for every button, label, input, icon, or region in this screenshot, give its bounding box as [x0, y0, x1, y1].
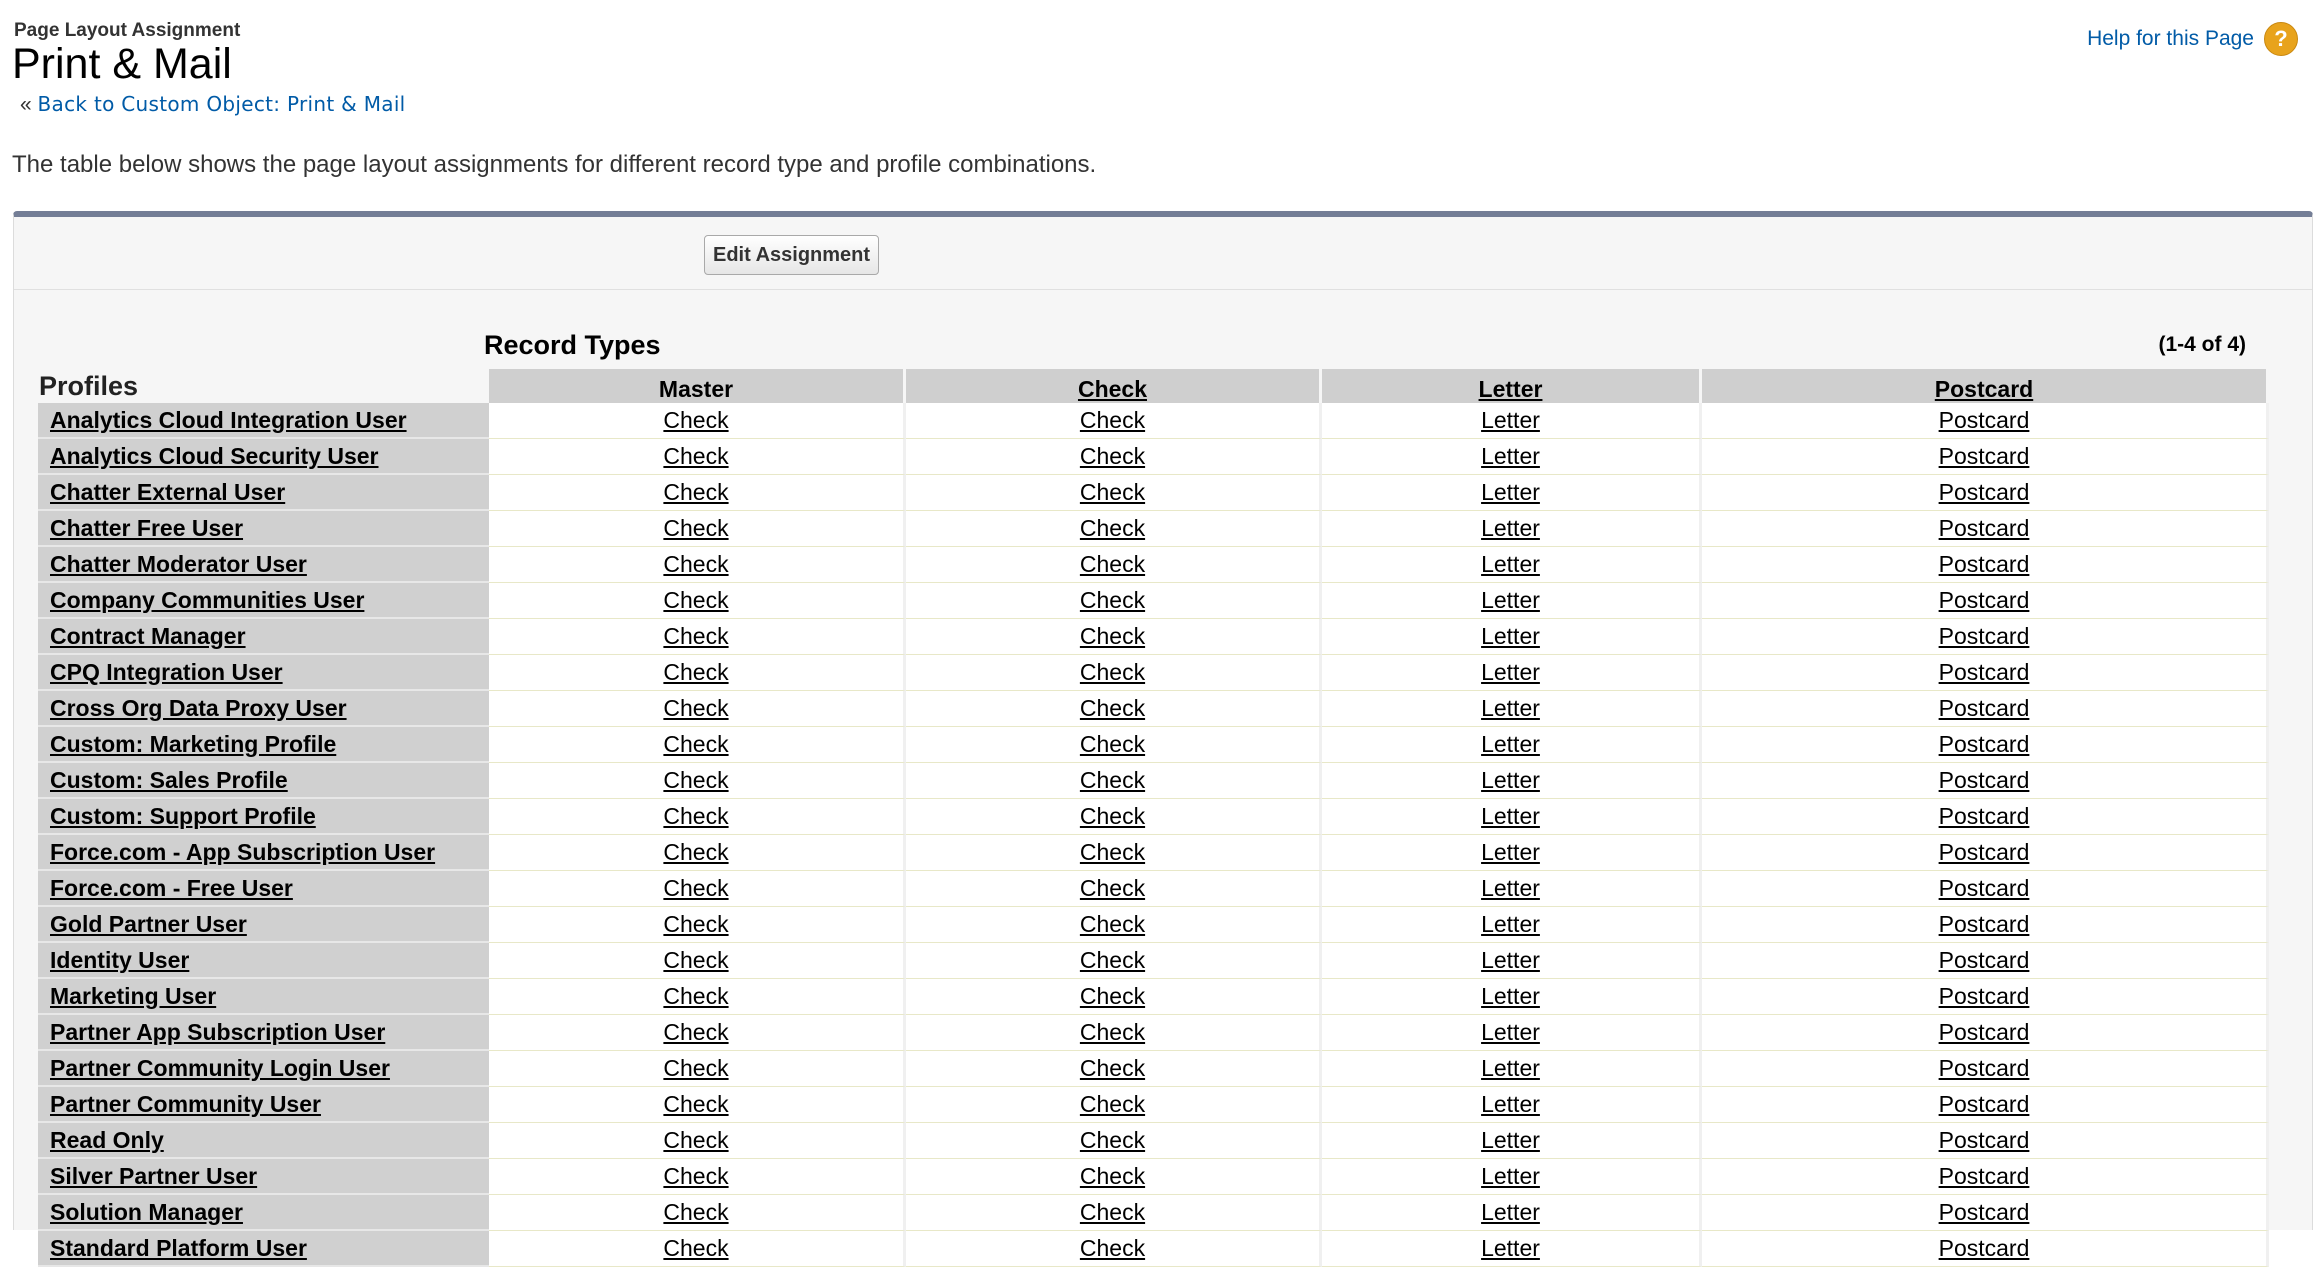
layout-link[interactable]: Check: [1079, 1091, 1146, 1117]
help-link[interactable]: Help for this Page: [2087, 27, 2254, 50]
layout-link[interactable]: Letter: [1481, 443, 1540, 469]
record-types-label: Record Types: [484, 330, 661, 360]
layout-cell: [1702, 835, 2269, 871]
table-row: [38, 1159, 2269, 1195]
layout-link[interactable]: Postcard: [1938, 659, 2030, 685]
profile-cell: [38, 763, 489, 799]
layout-link[interactable]: Check: [663, 1055, 729, 1081]
layout-link[interactable]: Check: [663, 1019, 729, 1045]
layout-link[interactable]: Check: [1079, 947, 1146, 973]
layout-link[interactable]: Check: [1079, 875, 1146, 901]
profile-cell: [38, 619, 489, 655]
layout-cell: [489, 907, 906, 943]
layout-link[interactable]: Check: [663, 839, 729, 865]
layout-cell: [489, 1015, 906, 1051]
layout-link[interactable]: Check: [1079, 1199, 1146, 1225]
profile-cell: [38, 547, 489, 583]
profiles-label: Profiles: [39, 371, 139, 401]
layout-cell: [1322, 943, 1702, 979]
layout-cell: [1322, 439, 1702, 475]
layout-cell: [1322, 763, 1702, 799]
column-header-postcard[interactable]: Postcard: [1702, 369, 2269, 403]
table-row: [38, 619, 2269, 655]
table-row: [38, 1123, 2269, 1159]
layout-link[interactable]: Letter: [1481, 1055, 1540, 1081]
layout-cell: [1322, 835, 1702, 871]
table-row: [38, 727, 2269, 763]
layout-cell: [906, 1123, 1322, 1159]
layout-link[interactable]: Check: [663, 1199, 729, 1225]
layout-cell: [906, 475, 1322, 511]
layout-cell: [1702, 763, 2269, 799]
table-row: [38, 1195, 2269, 1231]
layout-link[interactable]: Check: [1079, 515, 1146, 541]
layout-link[interactable]: Check: [1079, 803, 1146, 829]
profile-cell: [38, 511, 489, 547]
table-row: [38, 979, 2269, 1015]
layout-cell: [489, 619, 906, 655]
layout-cell: [906, 403, 1322, 439]
layout-cell: [1702, 655, 2269, 691]
layout-cell: [1702, 1015, 2269, 1051]
layout-link[interactable]: Check: [1079, 767, 1146, 793]
layout-link[interactable]: Postcard: [1938, 1091, 2030, 1117]
layout-cell: [489, 943, 906, 979]
profile-cell: [38, 1123, 489, 1159]
layout-link[interactable]: Letter: [1481, 1163, 1540, 1189]
table-row: [38, 871, 2269, 907]
layout-link[interactable]: Letter: [1481, 587, 1540, 613]
profile-cell: [38, 1015, 489, 1051]
layout-cell: [489, 1195, 906, 1231]
table-row: [38, 403, 2269, 439]
layout-link[interactable]: Check: [1079, 551, 1146, 577]
table-row: [38, 691, 2269, 727]
layout-cell: [906, 583, 1322, 619]
layout-link[interactable]: Check: [1079, 983, 1146, 1009]
page-title: Print & Mail: [12, 40, 232, 88]
layout-link[interactable]: Letter: [1481, 947, 1540, 973]
layout-link[interactable]: Postcard: [1938, 623, 2030, 649]
layout-cell: [906, 727, 1322, 763]
table-row: [38, 835, 2269, 871]
layout-cell: [906, 979, 1322, 1015]
profile-link[interactable]: Partner App Subscription User: [50, 1018, 386, 1045]
layout-cell: [1322, 799, 1702, 835]
layout-cell: [906, 619, 1322, 655]
layout-cell: [1702, 1231, 2269, 1267]
table-row: [38, 655, 2269, 691]
layout-cell: [489, 763, 906, 799]
profile-cell: [38, 727, 489, 763]
layout-link[interactable]: Check: [663, 659, 729, 685]
layout-link[interactable]: Postcard: [1938, 515, 2030, 541]
profile-link[interactable]: Custom: Support Profile: [50, 802, 316, 829]
layout-link[interactable]: Letter: [1481, 1091, 1540, 1117]
table-row: [38, 1231, 2269, 1267]
layout-cell: [906, 691, 1322, 727]
layout-cell: [489, 439, 906, 475]
layout-cell: [1322, 475, 1702, 511]
profile-link[interactable]: Chatter External User: [50, 478, 286, 505]
profile-link[interactable]: Cross Org Data Proxy User: [50, 694, 347, 721]
layout-cell: [1702, 547, 2269, 583]
layout-cell: [489, 511, 906, 547]
profile-link[interactable]: Chatter Free User: [50, 514, 244, 541]
layout-link[interactable]: Check: [663, 1163, 729, 1189]
layout-link[interactable]: Check: [1079, 839, 1146, 865]
layout-link[interactable]: Letter: [1481, 623, 1540, 649]
layout-link[interactable]: Check: [1079, 1127, 1146, 1153]
profile-cell: [38, 475, 489, 511]
layout-cell: [1322, 871, 1702, 907]
profile-link[interactable]: Force.com - Free User: [50, 874, 293, 901]
layout-link[interactable]: Postcard: [1938, 803, 2030, 829]
table-row: [38, 1087, 2269, 1123]
layout-cell: [1702, 1087, 2269, 1123]
layout-link[interactable]: Letter: [1481, 839, 1540, 865]
layout-cell: [489, 655, 906, 691]
layout-cell: [1702, 1123, 2269, 1159]
layout-cell: [1702, 1195, 2269, 1231]
layout-link[interactable]: Letter: [1481, 695, 1540, 721]
layout-cell: [906, 547, 1322, 583]
table-row: [38, 907, 2269, 943]
layout-cell: [489, 835, 906, 871]
layout-cell: [906, 835, 1322, 871]
profiles-header: [38, 369, 489, 403]
intro-text: The table below shows the page layout assignments for different record type and profile combinations.: [12, 151, 1097, 178]
profile-cell: [38, 871, 489, 907]
layout-cell: [1702, 907, 2269, 943]
profile-link[interactable]: Analytics Cloud Security User: [50, 442, 379, 469]
layout-cell: [1322, 1087, 1702, 1123]
layout-cell: [1322, 511, 1702, 547]
layout-link[interactable]: Check: [663, 587, 729, 613]
layout-cell: [489, 583, 906, 619]
layout-link[interactable]: Letter: [1481, 551, 1540, 577]
layout-link[interactable]: Letter: [1481, 1199, 1540, 1225]
profile-cell: [38, 583, 489, 619]
layout-cell: [906, 655, 1322, 691]
layout-link[interactable]: Check: [1079, 1019, 1146, 1045]
layout-cell: [1322, 655, 1702, 691]
layout-link[interactable]: Check: [1079, 479, 1146, 505]
layout-link[interactable]: Check: [663, 623, 729, 649]
layout-link[interactable]: Check: [663, 515, 729, 541]
layout-link[interactable]: Letter: [1481, 479, 1540, 505]
layout-cell: [1322, 691, 1702, 727]
layout-link[interactable]: Postcard: [1938, 1127, 2030, 1153]
layout-link[interactable]: Postcard: [1938, 767, 2030, 793]
profile-link[interactable]: Identity User: [50, 946, 190, 973]
profile-link[interactable]: Partner Community User: [50, 1090, 321, 1117]
layout-link[interactable]: Check: [663, 407, 729, 433]
layout-link[interactable]: Postcard: [1938, 983, 2030, 1009]
layout-link[interactable]: Check: [1079, 731, 1146, 757]
layout-link[interactable]: Check: [663, 1091, 729, 1117]
layout-cell: [1322, 1195, 1702, 1231]
layout-cell: [906, 1015, 1322, 1051]
layout-link[interactable]: Check: [1079, 587, 1146, 613]
profile-link[interactable]: Chatter Moderator User: [50, 550, 307, 577]
table-row: [38, 439, 2269, 475]
layout-link[interactable]: Postcard: [1938, 1055, 2030, 1081]
layout-link[interactable]: Check: [663, 1127, 729, 1153]
layout-cell: [906, 1195, 1322, 1231]
header-row: [38, 369, 2269, 403]
layout-cell: [1322, 1051, 1702, 1087]
layout-cell: [1702, 583, 2269, 619]
layout-cell: [489, 1159, 906, 1195]
layout-link[interactable]: Check: [663, 875, 729, 901]
layout-cell: [489, 547, 906, 583]
button-row: [14, 217, 2312, 290]
layout-cell: [1702, 799, 2269, 835]
layout-cell: [906, 763, 1322, 799]
layout-link[interactable]: Check: [1079, 623, 1146, 649]
layout-link[interactable]: Letter: [1481, 407, 1540, 433]
layout-link[interactable]: Check: [663, 479, 729, 505]
layout-link[interactable]: Check: [1079, 443, 1146, 469]
layout-cell: [906, 1159, 1322, 1195]
layout-link[interactable]: Check: [663, 443, 729, 469]
profile-cell: [38, 1051, 489, 1087]
layout-link[interactable]: Letter: [1481, 983, 1540, 1009]
layout-link[interactable]: Postcard: [1938, 695, 2030, 721]
layout-link[interactable]: Check: [1079, 407, 1146, 433]
layout-cell: [1322, 727, 1702, 763]
layout-cell: [489, 727, 906, 763]
layout-cell: [1702, 943, 2269, 979]
profile-cell: [38, 439, 489, 475]
profile-link[interactable]: Read Only: [50, 1126, 164, 1153]
layout-cell: [906, 799, 1322, 835]
page-subtitle: Page Layout Assignment: [14, 20, 241, 41]
layout-cell: [906, 1051, 1322, 1087]
profile-link[interactable]: Custom: Marketing Profile: [50, 730, 337, 757]
layout-link[interactable]: Postcard: [1938, 479, 2030, 505]
layout-link[interactable]: Letter: [1481, 1127, 1540, 1153]
help-icon[interactable]: ?: [2264, 22, 2298, 56]
layout-cell: [906, 907, 1322, 943]
layout-link[interactable]: Postcard: [1938, 587, 2030, 613]
layout-link[interactable]: Postcard: [1938, 911, 2030, 937]
profile-cell: [38, 1087, 489, 1123]
layout-cell: [1322, 1123, 1702, 1159]
table-row: [38, 475, 2269, 511]
layout-cell: [1702, 475, 2269, 511]
layout-link[interactable]: Postcard: [1938, 1199, 2030, 1225]
profile-link[interactable]: Contract Manager: [50, 622, 246, 649]
layout-link[interactable]: Postcard: [1938, 407, 2030, 433]
layout-link[interactable]: Postcard: [1938, 551, 2030, 577]
table-body: [38, 403, 2269, 1267]
layout-cell: [1702, 403, 2269, 439]
profile-cell: [38, 943, 489, 979]
layout-link[interactable]: Letter: [1481, 875, 1540, 901]
profile-cell: [38, 1231, 489, 1267]
profile-link[interactable]: Standard Platform User: [50, 1234, 307, 1261]
layout-link[interactable]: Postcard: [1938, 1235, 2030, 1261]
layout-cell: [1322, 583, 1702, 619]
layout-link[interactable]: Check: [1079, 911, 1146, 937]
layout-cell: [489, 871, 906, 907]
layout-link[interactable]: Check: [663, 1235, 729, 1261]
layout-link[interactable]: Check: [663, 947, 729, 973]
layout-link[interactable]: Letter: [1481, 767, 1540, 793]
layout-link[interactable]: Check: [663, 803, 729, 829]
profile-link[interactable]: Analytics Cloud Integration User: [50, 406, 407, 433]
layout-cell: [1702, 871, 2269, 907]
column-header-master: Master: [489, 369, 906, 403]
assignment-table: [38, 369, 2269, 1267]
layout-cell: [489, 1051, 906, 1087]
profile-link[interactable]: Force.com - App Subscription User: [50, 838, 436, 865]
layout-cell: [489, 1123, 906, 1159]
layout-link[interactable]: Postcard: [1938, 1019, 2030, 1045]
layout-cell: [906, 871, 1322, 907]
layout-cell: [489, 475, 906, 511]
help-area: [2087, 22, 2298, 56]
layout-cell: [1322, 907, 1702, 943]
layout-cell: [906, 943, 1322, 979]
profile-link[interactable]: Gold Partner User: [50, 910, 247, 937]
profile-cell: [38, 691, 489, 727]
layout-cell: [489, 691, 906, 727]
layout-cell: [1322, 547, 1702, 583]
layout-link[interactable]: Check: [663, 983, 729, 1009]
layout-link[interactable]: Letter: [1481, 515, 1540, 541]
record-count: (1-4 of 4): [2158, 333, 2246, 356]
back-to-object-link[interactable]: Back to Custom Object: Print & Mail: [37, 92, 406, 116]
profile-link[interactable]: CPQ Integration User: [50, 658, 283, 685]
profile-cell: [38, 835, 489, 871]
layout-link[interactable]: Check: [1079, 1163, 1146, 1189]
layout-link[interactable]: Check: [663, 731, 729, 757]
layout-cell: [1322, 1231, 1702, 1267]
layout-link[interactable]: Letter: [1481, 1019, 1540, 1045]
profile-cell: [38, 655, 489, 691]
layout-link[interactable]: Letter: [1481, 911, 1540, 937]
layout-cell: [1702, 511, 2269, 547]
layout-link[interactable]: Letter: [1481, 803, 1540, 829]
layout-cell: [906, 1231, 1322, 1267]
edit-assignment-button[interactable]: Edit Assignment: [704, 235, 879, 275]
layout-link[interactable]: Check: [1079, 1055, 1146, 1081]
layout-cell: [1322, 619, 1702, 655]
layout-link[interactable]: Postcard: [1938, 839, 2030, 865]
layout-link[interactable]: Check: [1079, 695, 1146, 721]
layout-link[interactable]: Letter: [1481, 1235, 1540, 1261]
layout-cell: [489, 979, 906, 1015]
layout-cell: [1702, 619, 2269, 655]
assignment-grid: [38, 369, 2269, 1267]
layout-cell: [906, 511, 1322, 547]
layout-cell: [489, 403, 906, 439]
layout-link[interactable]: Postcard: [1938, 731, 2030, 757]
layout-link[interactable]: Postcard: [1938, 947, 2030, 973]
layout-link[interactable]: Letter: [1481, 659, 1540, 685]
table-row: [38, 583, 2269, 619]
table-row: [38, 1051, 2269, 1087]
layout-link[interactable]: Check: [663, 695, 729, 721]
column-header-check[interactable]: Check: [906, 369, 1322, 403]
layout-cell: [1702, 727, 2269, 763]
profile-link[interactable]: Solution Manager: [50, 1198, 243, 1225]
profile-link[interactable]: Custom: Sales Profile: [50, 766, 288, 793]
table-row: [38, 547, 2269, 583]
layout-cell: [489, 799, 906, 835]
profile-cell: [38, 979, 489, 1015]
table-row: [38, 763, 2269, 799]
table-row: [38, 511, 2269, 547]
layout-link[interactable]: Postcard: [1938, 875, 2030, 901]
layout-cell: [1322, 979, 1702, 1015]
profile-link[interactable]: Silver Partner User: [50, 1162, 258, 1189]
layout-cell: [489, 1087, 906, 1123]
table-row: [38, 799, 2269, 835]
profile-link[interactable]: Company Communities User: [50, 586, 365, 613]
layout-cell: [1322, 1015, 1702, 1051]
layout-link[interactable]: Check: [663, 767, 729, 793]
layout-link[interactable]: Letter: [1481, 731, 1540, 757]
breadcrumb: [20, 92, 406, 117]
layout-cell: [1702, 691, 2269, 727]
table-row: [38, 943, 2269, 979]
profile-cell: [38, 403, 489, 439]
layout-cell: [1322, 1159, 1702, 1195]
table-row: [38, 1015, 2269, 1051]
layout-link[interactable]: Check: [663, 551, 729, 577]
profile-cell: [38, 907, 489, 943]
profile-cell: [38, 1159, 489, 1195]
layout-link[interactable]: Check: [663, 911, 729, 937]
back-arrow: «: [20, 93, 32, 116]
profile-cell: [38, 1195, 489, 1231]
layout-cell: [1702, 439, 2269, 475]
column-header-letter[interactable]: Letter: [1322, 369, 1702, 403]
layout-cell: [1702, 979, 2269, 1015]
layout-cell: [1702, 1159, 2269, 1195]
layout-link[interactable]: Check: [1079, 1235, 1146, 1261]
layout-link[interactable]: Check: [1079, 659, 1146, 685]
layout-link[interactable]: Postcard: [1938, 443, 2030, 469]
profile-link[interactable]: Partner Community Login User: [50, 1054, 390, 1081]
layout-link[interactable]: Postcard: [1938, 1163, 2030, 1189]
assignment-panel: [13, 211, 2313, 1261]
layout-cell: [489, 1231, 906, 1267]
layout-cell: [1322, 403, 1702, 439]
profile-cell: [38, 799, 489, 835]
layout-cell: [906, 439, 1322, 475]
layout-cell: [1702, 1051, 2269, 1087]
profile-link[interactable]: Marketing User: [50, 982, 217, 1009]
layout-cell: [906, 1087, 1322, 1123]
